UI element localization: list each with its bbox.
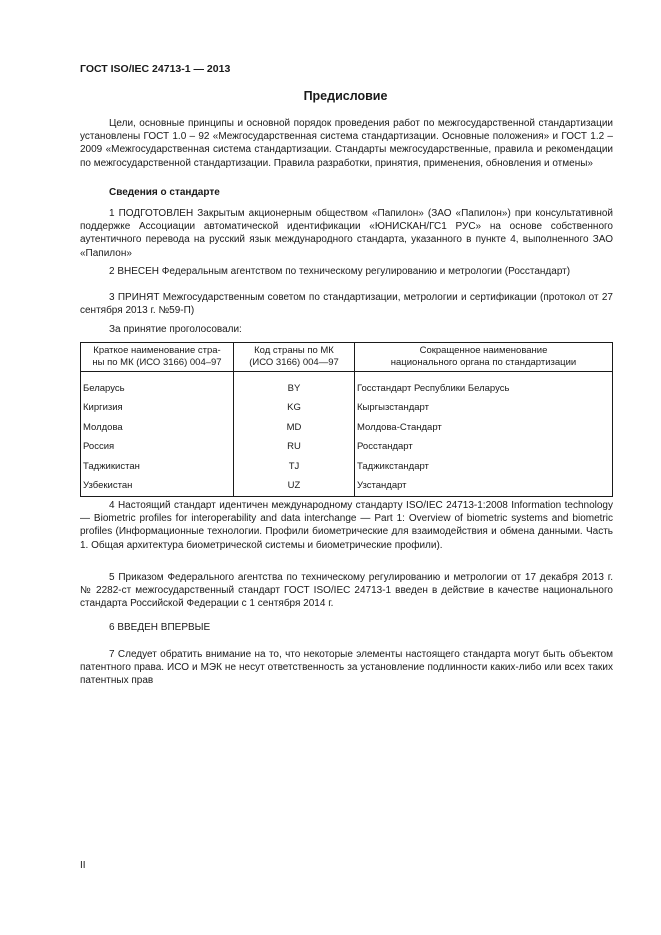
item-6-text: 6 ВВЕДЕН ВПЕРВЫЕ: [109, 622, 211, 633]
item-3-paragraph: [80, 291, 613, 317]
country-cell: Беларусь: [81, 372, 234, 399]
table-row: [81, 437, 613, 457]
table-row: [81, 372, 613, 399]
body-cell: Росстандарт: [355, 437, 613, 457]
country-cell: Киргизия: [81, 398, 234, 418]
code-cell: BY: [234, 372, 355, 399]
item-4-text: 4 Настоящий стандарт идентичен международному стандарту ISO/IEC 24713-1:2008 Information technology — Biometric profiles for interoperability and data interchange — Part 1: Overview of biometric systems and biometric profiles (Информационные технологии. Профили биометрические для взаимодействия и обмена данными. Часть 1. Общая архитектура биометрической системы и биометрические профили).: [80, 500, 613, 551]
page-title: Предисловие: [303, 89, 388, 103]
table-row: [81, 476, 613, 496]
item-1-paragraph: [80, 207, 613, 260]
voted-label-paragraph: [80, 323, 613, 336]
body-cell: Узстандарт: [355, 476, 613, 496]
item-6-paragraph: [80, 621, 613, 634]
table-row: [81, 398, 613, 418]
document-header: ГОСТ ISO/IEC 24713-1 — 2013: [80, 63, 231, 75]
column-header-code: Код страны по МК (ИСО 3166) 004—97: [234, 343, 355, 372]
body-cell: Госстандарт Республики Беларусь: [355, 372, 613, 399]
item-7-paragraph: [80, 648, 613, 688]
country-cell: Таджикистан: [81, 457, 234, 477]
item-5-text: 5 Приказом Федерального агентства по техническому регулированию и метрологии от 17 декабря 2013 г. № 2282-ст межгосударственный стандарт ГОСТ ISO/IEC 24713-1 введен в действие в качестве национального стандарта Российской Федерации с 1 сентября 2014 г.: [80, 572, 613, 610]
table-row: [81, 457, 613, 477]
code-cell: MD: [234, 418, 355, 438]
code-cell: TJ: [234, 457, 355, 477]
item-2-paragraph: [80, 265, 613, 278]
item-7-text: 7 Следует обратить внимание на то, что некоторые элементы настоящего стандарта могут быть объектом патентного права. ИСО и МЭК не несут ответственность за установление подлинности каких-либо или всех таких патентных прав: [80, 649, 613, 687]
table-row: [81, 418, 613, 438]
item-2-text: 2 ВНЕСЕН Федеральным агентством по техническому регулированию и метрологии (Росстандарт): [109, 266, 571, 277]
voted-label: За принятие проголосовали:: [109, 324, 242, 335]
intro-text: Цели, основные принципы и основной порядок проведения работ по межгосударственной стандартизации установлены ГОСТ 1.0 – 92 «Межгосударственная система стандартизации. Основные положения» и ГОСТ 1.2 – 2009 «Межгосударственная система стандартизации. Стандарты межгосударственные, правила и рекомендации по межгосударственной стандартизации. Правила разработки, принятия, применения, обновления и отмены»: [80, 118, 613, 169]
code-cell: RU: [234, 437, 355, 457]
item-5-paragraph: [80, 571, 613, 611]
section-heading: Сведения о стандарте: [109, 187, 220, 198]
body-cell: Таджикстандарт: [355, 457, 613, 477]
column-header-country: Краткое наименование стра- ны по МК (ИСО 3166) 004–97: [81, 343, 234, 372]
body-cell: Кыргызстандарт: [355, 398, 613, 418]
country-cell: Молдова: [81, 418, 234, 438]
intro-paragraph: [80, 117, 613, 170]
country-cell: Узбекистан: [81, 476, 234, 496]
voting-table: [80, 342, 613, 497]
column-header-body: Сокращенное наименование национального органа по стандартизации: [355, 343, 613, 372]
item-3-text: 3 ПРИНЯТ Межгосударственным советом по стандартизации, метрологии и сертификации (протокол от 27 сентября 2013 г. №59-П): [80, 292, 613, 317]
page-number: II: [80, 860, 86, 871]
item-1-text: 1 ПОДГОТОВЛЕН Закрытым акционерным обществом «Папилон» (ЗАО «Папилон») при консультативной поддержке Ассоциации автоматической идентификации «ЮНИСКАН/ГС1 РУС» на основе собственного аутентичного перевода на русский язык международного стандарта, указанного в пункте 4, выполненного ЗАО «Папилон»: [80, 208, 613, 259]
item-4-paragraph: [80, 499, 613, 552]
code-cell: KG: [234, 398, 355, 418]
country-cell: Россия: [81, 437, 234, 457]
body-cell: Молдова-Стандарт: [355, 418, 613, 438]
table-header-row: [81, 343, 613, 372]
code-cell: UZ: [234, 476, 355, 496]
